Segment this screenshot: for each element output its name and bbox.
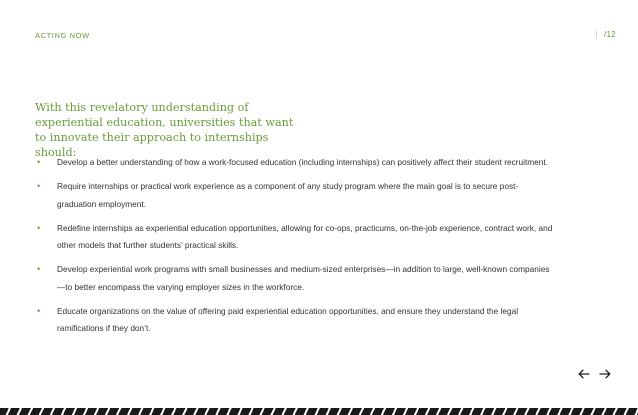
list-item [35,303,555,338]
page-number-value: /12 [603,30,616,39]
intro-heading: With this revelatory understanding of experiential education, universities that want to innovate their approach to internships should: [35,101,294,159]
bullet-icon: • [37,305,41,316]
recommendation-list [35,154,555,344]
arrow-right-icon [599,369,611,379]
bullet-icon: • [37,181,41,191]
next-page-button[interactable] [598,368,612,380]
page-separator: | [595,30,598,39]
list-item [35,261,555,296]
arrow-left-icon [578,369,590,379]
prev-page-button[interactable] [577,368,591,380]
bullet-icon: • [37,157,41,167]
decorative-bottom-bar [0,408,638,415]
list-item-text: Redefine internships as experiential education opportunities, allowing for co-ops, practicums, on-the-job experience, contract work, and other models that further students’ practical skills. [57,222,553,250]
section-label: ACTING NOW [35,31,90,40]
bullet-icon: • [37,264,41,274]
page-navigation [577,368,612,380]
list-item [35,220,555,255]
page-number [596,30,616,39]
list-item-text: Educate organizations on the value of offering paid experiential education opportunities, and ensure they understand the legal ramifications if they don’t. [57,305,519,333]
list-item [35,178,555,213]
list-item-text: Require internships or practical work experience as a component of any study program where the main goal is to secure post-graduation employment. [57,181,519,209]
list-item [35,154,555,172]
list-item-text: Develop experiential work programs with small businesses and medium-sized enterprises—in addition to large, well-known companies—to better encompass the varying employer sizes in the workforce. [57,264,550,292]
bullet-icon: • [37,222,41,233]
list-item-text: Develop a better understanding of how a work-focused education (including internships) can positively affect their student recruitment. [57,157,549,167]
